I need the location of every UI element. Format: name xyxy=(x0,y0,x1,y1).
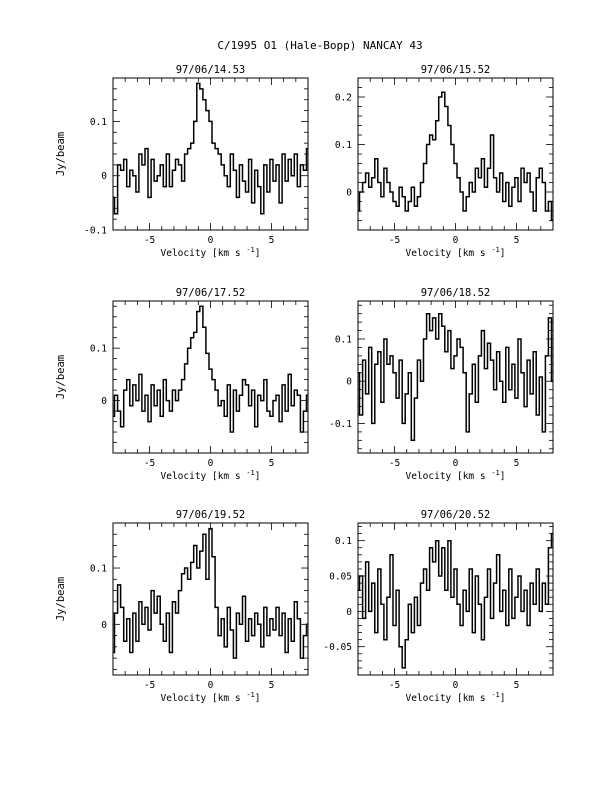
y-tick-label: -0.1 xyxy=(329,418,352,430)
y-tick-label: 0.05 xyxy=(329,571,352,583)
panel-title: 97/06/15.52 xyxy=(420,64,491,76)
chart-panel-1 xyxy=(55,64,308,259)
y-tick-label: -0.05 xyxy=(323,642,352,654)
x-tick-label: 0 xyxy=(207,458,214,469)
x-axis-label: Velocity [km s $^{-1}$] xyxy=(405,691,506,704)
y-tick-label: 0.1 xyxy=(89,563,107,575)
x-tick-label: 0 xyxy=(207,680,214,691)
spectrum-line xyxy=(358,92,553,220)
y-tick-label: 0.1 xyxy=(334,334,352,346)
x-tick-label: -5 xyxy=(388,235,401,246)
panel-title: 97/06/17.52 xyxy=(175,287,246,299)
panel-title: 97/06/14.53 xyxy=(175,64,246,76)
y-axis-label: Jy/beam xyxy=(55,354,67,400)
y-axis-label: Jy/beam xyxy=(55,131,67,177)
x-tick-label: -5 xyxy=(143,680,156,691)
chart-panel-6 xyxy=(323,509,553,704)
page-title: C/1995 O1 (Hale-Bopp) NANCAY 43 xyxy=(217,39,423,52)
x-axis-label: Velocity [km s $^{-1}$] xyxy=(160,691,261,704)
chart-panel-4 xyxy=(329,287,553,482)
x-tick-label: 0 xyxy=(452,680,459,691)
x-tick-label: 5 xyxy=(513,235,520,246)
y-tick-label: 0 xyxy=(101,171,107,183)
plot-frame xyxy=(113,523,308,675)
y-tick-label: 0 xyxy=(346,187,352,199)
spectrum-line xyxy=(113,529,308,659)
chart-panel-2 xyxy=(335,64,553,259)
x-tick-label: 5 xyxy=(513,458,520,469)
x-tick-label: 0 xyxy=(207,235,214,246)
spectrum-line xyxy=(358,314,553,441)
y-tick-label: 0 xyxy=(101,396,107,408)
x-axis-label: Velocity [km s $^{-1}$] xyxy=(405,469,506,482)
y-tick-label: 0 xyxy=(346,606,352,618)
x-axis-label: Velocity [km s $^{-1}$] xyxy=(160,469,261,482)
y-tick-label: 0.1 xyxy=(89,116,107,128)
x-tick-label: -5 xyxy=(143,235,156,246)
spectrum-line xyxy=(113,306,308,432)
panel-title: 97/06/19.52 xyxy=(175,509,246,521)
x-axis-label: Velocity [km s $^{-1}$] xyxy=(160,246,261,259)
spectrum-line xyxy=(358,534,553,668)
x-tick-label: 0 xyxy=(452,458,459,469)
plot-frame xyxy=(358,78,553,230)
x-tick-label: 5 xyxy=(513,680,520,691)
y-tick-label: 0.1 xyxy=(334,140,352,151)
x-tick-label: 0 xyxy=(452,235,459,246)
spectrum-line xyxy=(113,83,308,213)
y-tick-label: 0 xyxy=(101,619,107,631)
x-tick-label: 5 xyxy=(268,235,275,246)
y-tick-label: -0.1 xyxy=(84,225,107,237)
panel-title: 97/06/20.52 xyxy=(420,509,491,521)
x-tick-label: -5 xyxy=(388,458,401,469)
y-axis-label: Jy/beam xyxy=(55,576,67,622)
x-tick-label: 5 xyxy=(268,680,275,691)
chart-panel-5 xyxy=(55,509,308,704)
y-tick-label: 0.1 xyxy=(89,343,107,355)
x-tick-label: -5 xyxy=(143,458,156,469)
chart-panel-3 xyxy=(55,287,308,482)
y-tick-label: 0.1 xyxy=(334,536,352,548)
y-tick-label: 0 xyxy=(346,376,352,388)
x-axis-label: Velocity [km s $^{-1}$] xyxy=(405,246,506,259)
y-tick-label: 0.2 xyxy=(334,92,352,104)
x-tick-label: 5 xyxy=(268,458,275,469)
panel-title: 97/06/18.52 xyxy=(420,287,491,299)
panel-group xyxy=(55,64,553,704)
x-tick-label: -5 xyxy=(388,680,401,691)
